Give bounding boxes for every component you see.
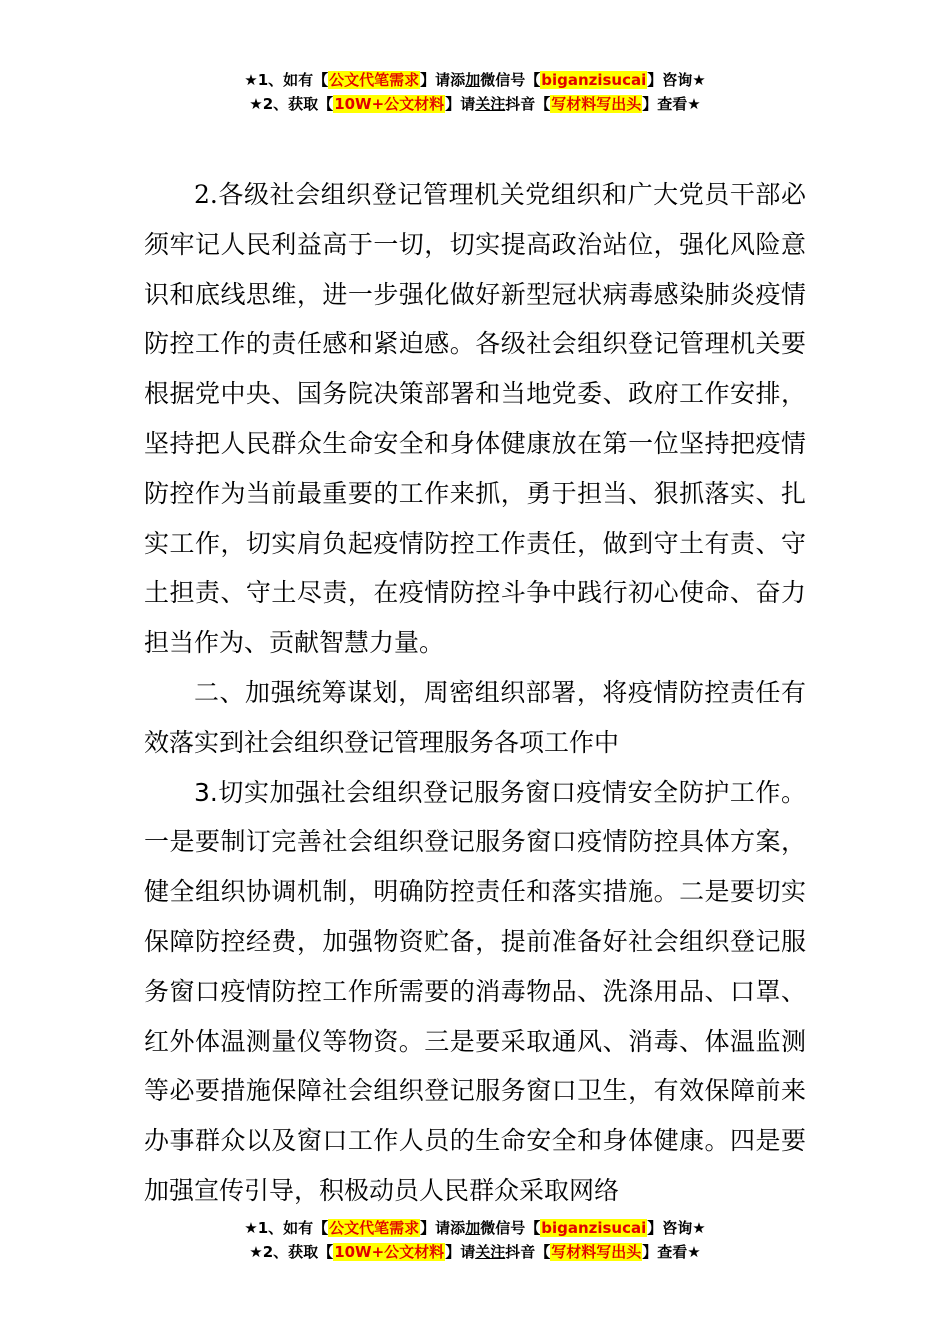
header-banner (0, 68, 950, 116)
banner-highlight: 公文代笔需求 (329, 1219, 420, 1237)
banner-text: 】咨询★ (647, 71, 706, 89)
banner-highlight: 写材料写出头 (551, 1243, 642, 1261)
banner-text: 】查看★ (642, 1243, 701, 1261)
banner-line-2 (0, 92, 950, 116)
banner-highlight: biganzisucai (541, 1219, 647, 1237)
banner-text: 】咨询★ (647, 1219, 706, 1237)
banner-underline: 关注 (475, 95, 506, 113)
banner-underline: 加 (465, 71, 481, 89)
banner-text: 微信号【 (480, 1219, 541, 1237)
banner-line-1 (0, 1216, 950, 1240)
banner-text: ★1、如有【 (244, 71, 329, 89)
banner-text: ★1、如有【 (244, 1219, 329, 1237)
footer-banner (0, 1216, 950, 1264)
banner-text: 】请添 (420, 1219, 466, 1237)
document-body (144, 170, 806, 1216)
banner-text: 】请 (445, 1243, 476, 1261)
banner-underline: 关注 (475, 1243, 506, 1261)
banner-highlight: 写材料写出头 (551, 95, 642, 113)
banner-text: 抖音【 (505, 95, 551, 113)
banner-text: 抖音【 (505, 1243, 551, 1261)
banner-line-2 (0, 1240, 950, 1264)
banner-line-1 (0, 68, 950, 92)
banner-highlight: 公文代笔需求 (329, 71, 420, 89)
banner-text: ★2、获取【 (249, 1243, 334, 1261)
banner-text: 】查看★ (642, 95, 701, 113)
paragraph-3: 3.切实加强社会组织登记服务窗口疫情安全防护工作。一是要制订完善社会组织登记服务窗口疫情防控具体方案，健全组织协调机制，明确防控责任和落实措施。二是要切实保障防控经费，加强物资贮备，提前准备好社会组织登记服务窗口疫情防控工作所需要的消毒物品、洗涤用品、口罩、红外体温测量仪等物资。三是要采取通风、消毒、体温监测等必要措施保障社会组织登记服务窗口卫生，有效保障前来办事群众以及窗口工作人员的生命安全和身体健康。四是要加强宣传引导，积极动员人民群众采取网络 (144, 777, 806, 1205)
banner-highlight: 10W+公文材料 (334, 1243, 445, 1261)
banner-text: 】请添 (420, 71, 466, 89)
banner-text: ★2、获取【 (249, 95, 334, 113)
banner-highlight: biganzisucai (541, 71, 647, 89)
banner-highlight: 10W+公文材料 (334, 95, 445, 113)
banner-text: 微信号【 (480, 71, 541, 89)
banner-text: 】请 (445, 95, 476, 113)
section-heading-2: 二、加强统筹谋划，周密组织部署，将疫情防控责任有效落实到社会组织登记管理服务各项工作中 (144, 677, 806, 757)
banner-underline: 加 (465, 1219, 481, 1237)
paragraph-2: 2.各级社会组织登记管理机关党组织和广大党员干部必须牢记人民利益高于一切，切实提高政治站位，强化风险意识和底线思维，进一步强化做好新型冠状病毒感染肺炎疫情防控工作的责任感和紧迫感。各级社会组织登记管理机关要根据党中央、国务院决策部署和当地党委、政府工作安排，坚持把人民群众生命安全和身体健康放在第一位坚持把疫情防控作为当前最重要的工作来抓，勇于担当、狠抓落实、扎实工作，切实肩负起疫情防控工作责任，做到守土有责、守土担责、守土尽责，在疫情防控斗争中践行初心使命、奋力担当作为、贡献智慧力量。 (144, 180, 806, 658)
